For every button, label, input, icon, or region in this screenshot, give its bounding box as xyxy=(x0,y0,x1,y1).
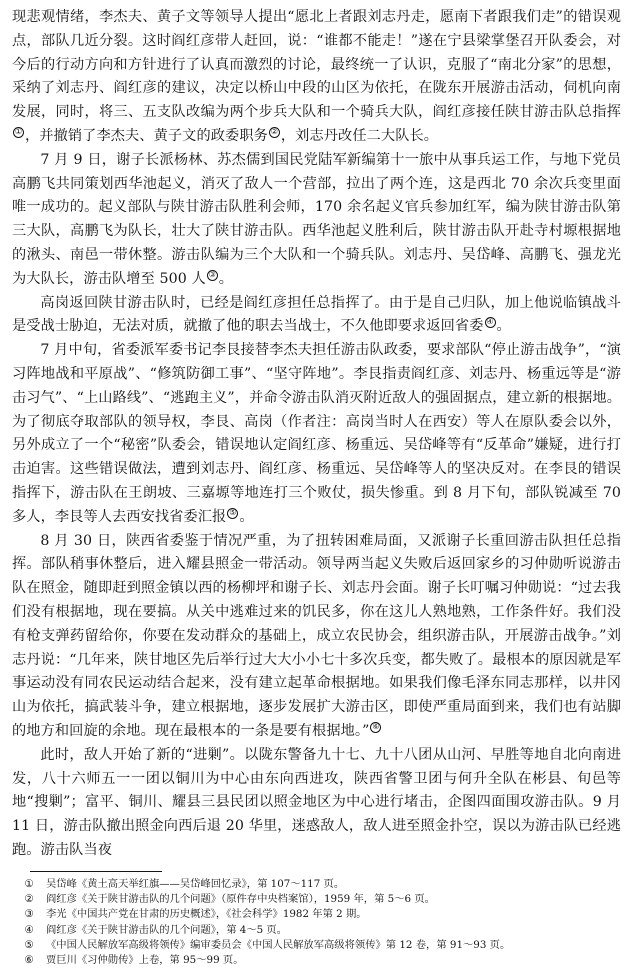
paragraph xyxy=(12,149,621,292)
footnote-number: ④ xyxy=(24,923,34,936)
text-segment: 8 月 30 日，陕西省委鉴于情况严重，为了扭转困难局面，又派谢子长重回游击队担任总指挥。部队稍事休整后，进入耀县照金一带活动。领导两当起义失败后返回家乡的习仲勋听说游击队在照金，随即赶到照金镇以西的杨柳坪和谢子长、刘志丹会面。谢子长叮嘱习仲勋说：“过去我们没有根据地，现在要搞。从关中逃难过来的饥民多，你在这儿人熟地熟，工作条件好。我们没有枪支弹药留给你，你要在发动群众的基础上，成立农民协会，组织游击队，开展游击战争。”刘志丹说：“几年来，陕甘地区先后举行过大大小小七十多次兵变，都失败了。最根本的原因就是军事运动没有同农民运动结合起来，没有建立起革命根据地。如果我们像毛泽东同志那样，以井冈山为依托，搞武装斗争，建立根据地，逐步发展扩大游击区，即使严重局面到来，我们也有站脚的地方和回旋的余地。现在最根本的一条是要有根据地。” xyxy=(12,532,621,739)
main-text xyxy=(12,6,621,863)
footnotes xyxy=(12,877,621,969)
text-segment: 。 xyxy=(218,270,234,287)
footnote-divider xyxy=(30,871,162,872)
text-segment: 高岗返回陕甘游击队时，已经是阎红彦担任总指挥了。由于是自己归队，加上他说临镇战斗是受战士胁迫，无法对质，就撤了他的职去当战士，不久他即要求返回省委 xyxy=(12,294,621,335)
paragraph xyxy=(12,744,621,863)
footnote-number: ① xyxy=(24,877,34,890)
footnote xyxy=(12,907,621,922)
paragraph xyxy=(12,292,621,340)
text-segment: 7 月中旬，省委派军委书记李艮接替李杰夫担任游击队政委，要求部队“停止游击战争”，“演习阵地战和平原战”、“修筑防御工事”、“坚守阵地”。李艮指责阎红彦、刘志丹、杨重远等是“游击习气”、“上山路线”、“逃跑主义”，并命令游击队消灭附近敌人的强固据点，建立新的根据地。为了彻底夺取部队的领导权，李艮、高岗（作者注：高岗当时人在西安）等人在原队委会以外，另外成立了一个“秘密”队委会，错误地认定阎红彦、杨重远、吴岱峰等有“反革命”嫌疑，进行打击迫害。这些错误做法，遭到刘志丹、阎红彦、杨重远、吴岱峰等人的坚决反对。在李艮的错误指挥下，游击队在王朗坡、三嘉塬等地连打三个败仗，损失惨重。到 8 月下旬，部队锐减至 70 多人，李艮等人去西安找省委汇报 xyxy=(12,342,621,525)
footnote-number: ⑤ xyxy=(24,938,34,951)
footnote xyxy=(12,877,621,892)
footnote xyxy=(12,938,621,953)
text-segment: ，并撤销了李杰夫、黄子文的政委职务 xyxy=(25,127,268,144)
text-segment: 此时，敌人开始了新的“进剿”。以陇东警备九十七、九十八团从山河、早胜等地自北向南进发，八十六师五一一团以铜川为中心由东向西进攻，陕西省警卫团与何升全队在彬县、旬邑等地“搜剿”；富平、铜川、耀县三县民团以照金地区为中心进行堵击，企图四面围攻游击队。9 月 11 日，游击队撤出照金向西后退 20 华里，迷惑敌人，敌人进至照金扑空，误以为游击队已经逃跑。游击队当夜 xyxy=(12,746,621,858)
footnote-marker: ⑤ xyxy=(229,507,237,517)
footnote-text: 阎红彦《关于陕甘游击队的几个问题》，第 4～5 页。 xyxy=(46,923,288,936)
text-segment: 。 xyxy=(496,318,511,335)
footnote xyxy=(12,923,621,938)
footnote xyxy=(12,953,621,968)
footnote-text: 吴岱峰《黄土高天举红旗——吴岱峰回忆录》，第 107～117 页。 xyxy=(46,877,345,890)
footnote xyxy=(12,892,621,907)
paragraph xyxy=(12,530,621,744)
footnote-marker: ③ xyxy=(208,269,216,279)
footnote-number: ③ xyxy=(24,908,34,921)
footnote-marker: ① xyxy=(14,126,23,136)
footnote-marker: ⑥ xyxy=(372,721,380,731)
text-segment: 。 xyxy=(239,508,254,525)
footnote-number: ⑥ xyxy=(24,954,34,967)
paragraph xyxy=(12,339,621,529)
text-segment: 现悲观情绪，李杰夫、黄子文等领导人提出“愿北上者跟刘志丹走，愿南下者跟我们走”的错误观点，部队几近分裂。这时阎红彦带人赶回，说：“谁都不能走！”遂在宁县梁掌堡召开队委会，对今后的行动方向和方针进行了认真而激烈的讨论，最终统一了认识，克服了“南北分家”的思想，采纳了刘志丹、阎红彦的建议，决定以桥山中段的山区为依托，在陇东开展游击活动，伺机向南发展，同时，将三、五支队改编为两个步兵大队和一个骑兵大队，阎红彦接任陕甘游击队总指挥 xyxy=(12,9,621,121)
footnote-text: 《中国人民解放军高级将领传》编审委员会《中国人民解放军高级将领传》第 12 卷，第 91～93 页。 xyxy=(46,938,511,951)
paragraph xyxy=(12,6,621,149)
footnote-text: 李光《中国共产党在甘肃的历史概述》，《社会科学》1982 年第 2 期。 xyxy=(46,908,367,921)
text-segment: 7 月 9 日，谢子长派杨林、苏杰儒到国民党陆军新编第十一旅中从事兵运工作，与地下党员高鹏飞共同策划西华池起义，消灭了敌人一个营部，拉出了两个连，这是西北 70 余次兵变里面唯一成功的。起义部队与陕甘游击队胜利会师，170 余名起义官兵参加红军，编为陕甘游击队第三大队，高鹏飞为队长，壮大了陕甘游击队。西华池起义胜利后，陕甘游击队开赴寺村塬根据地的湫头、南邑一带休整。游击队编为三个大队和一个骑兵队。刘志丹、吴岱峰、高鹏飞、强龙光为大队长，游击队增至 500 人 xyxy=(12,151,621,287)
footnote-text: 阎红彦《关于陕甘游击队的几个问题》（原件存中央档案馆），1959 年，第 5～6 页。 xyxy=(46,892,435,905)
footnote-marker: ② xyxy=(270,126,279,136)
footnote-number: ② xyxy=(24,892,34,905)
footnote-marker: ④ xyxy=(486,317,494,327)
footnote-text: 贾巨川《习仲勋传》上卷，第 95～99 页。 xyxy=(46,954,244,967)
text-segment: ，刘志丹改任二大队长。 xyxy=(280,127,439,144)
